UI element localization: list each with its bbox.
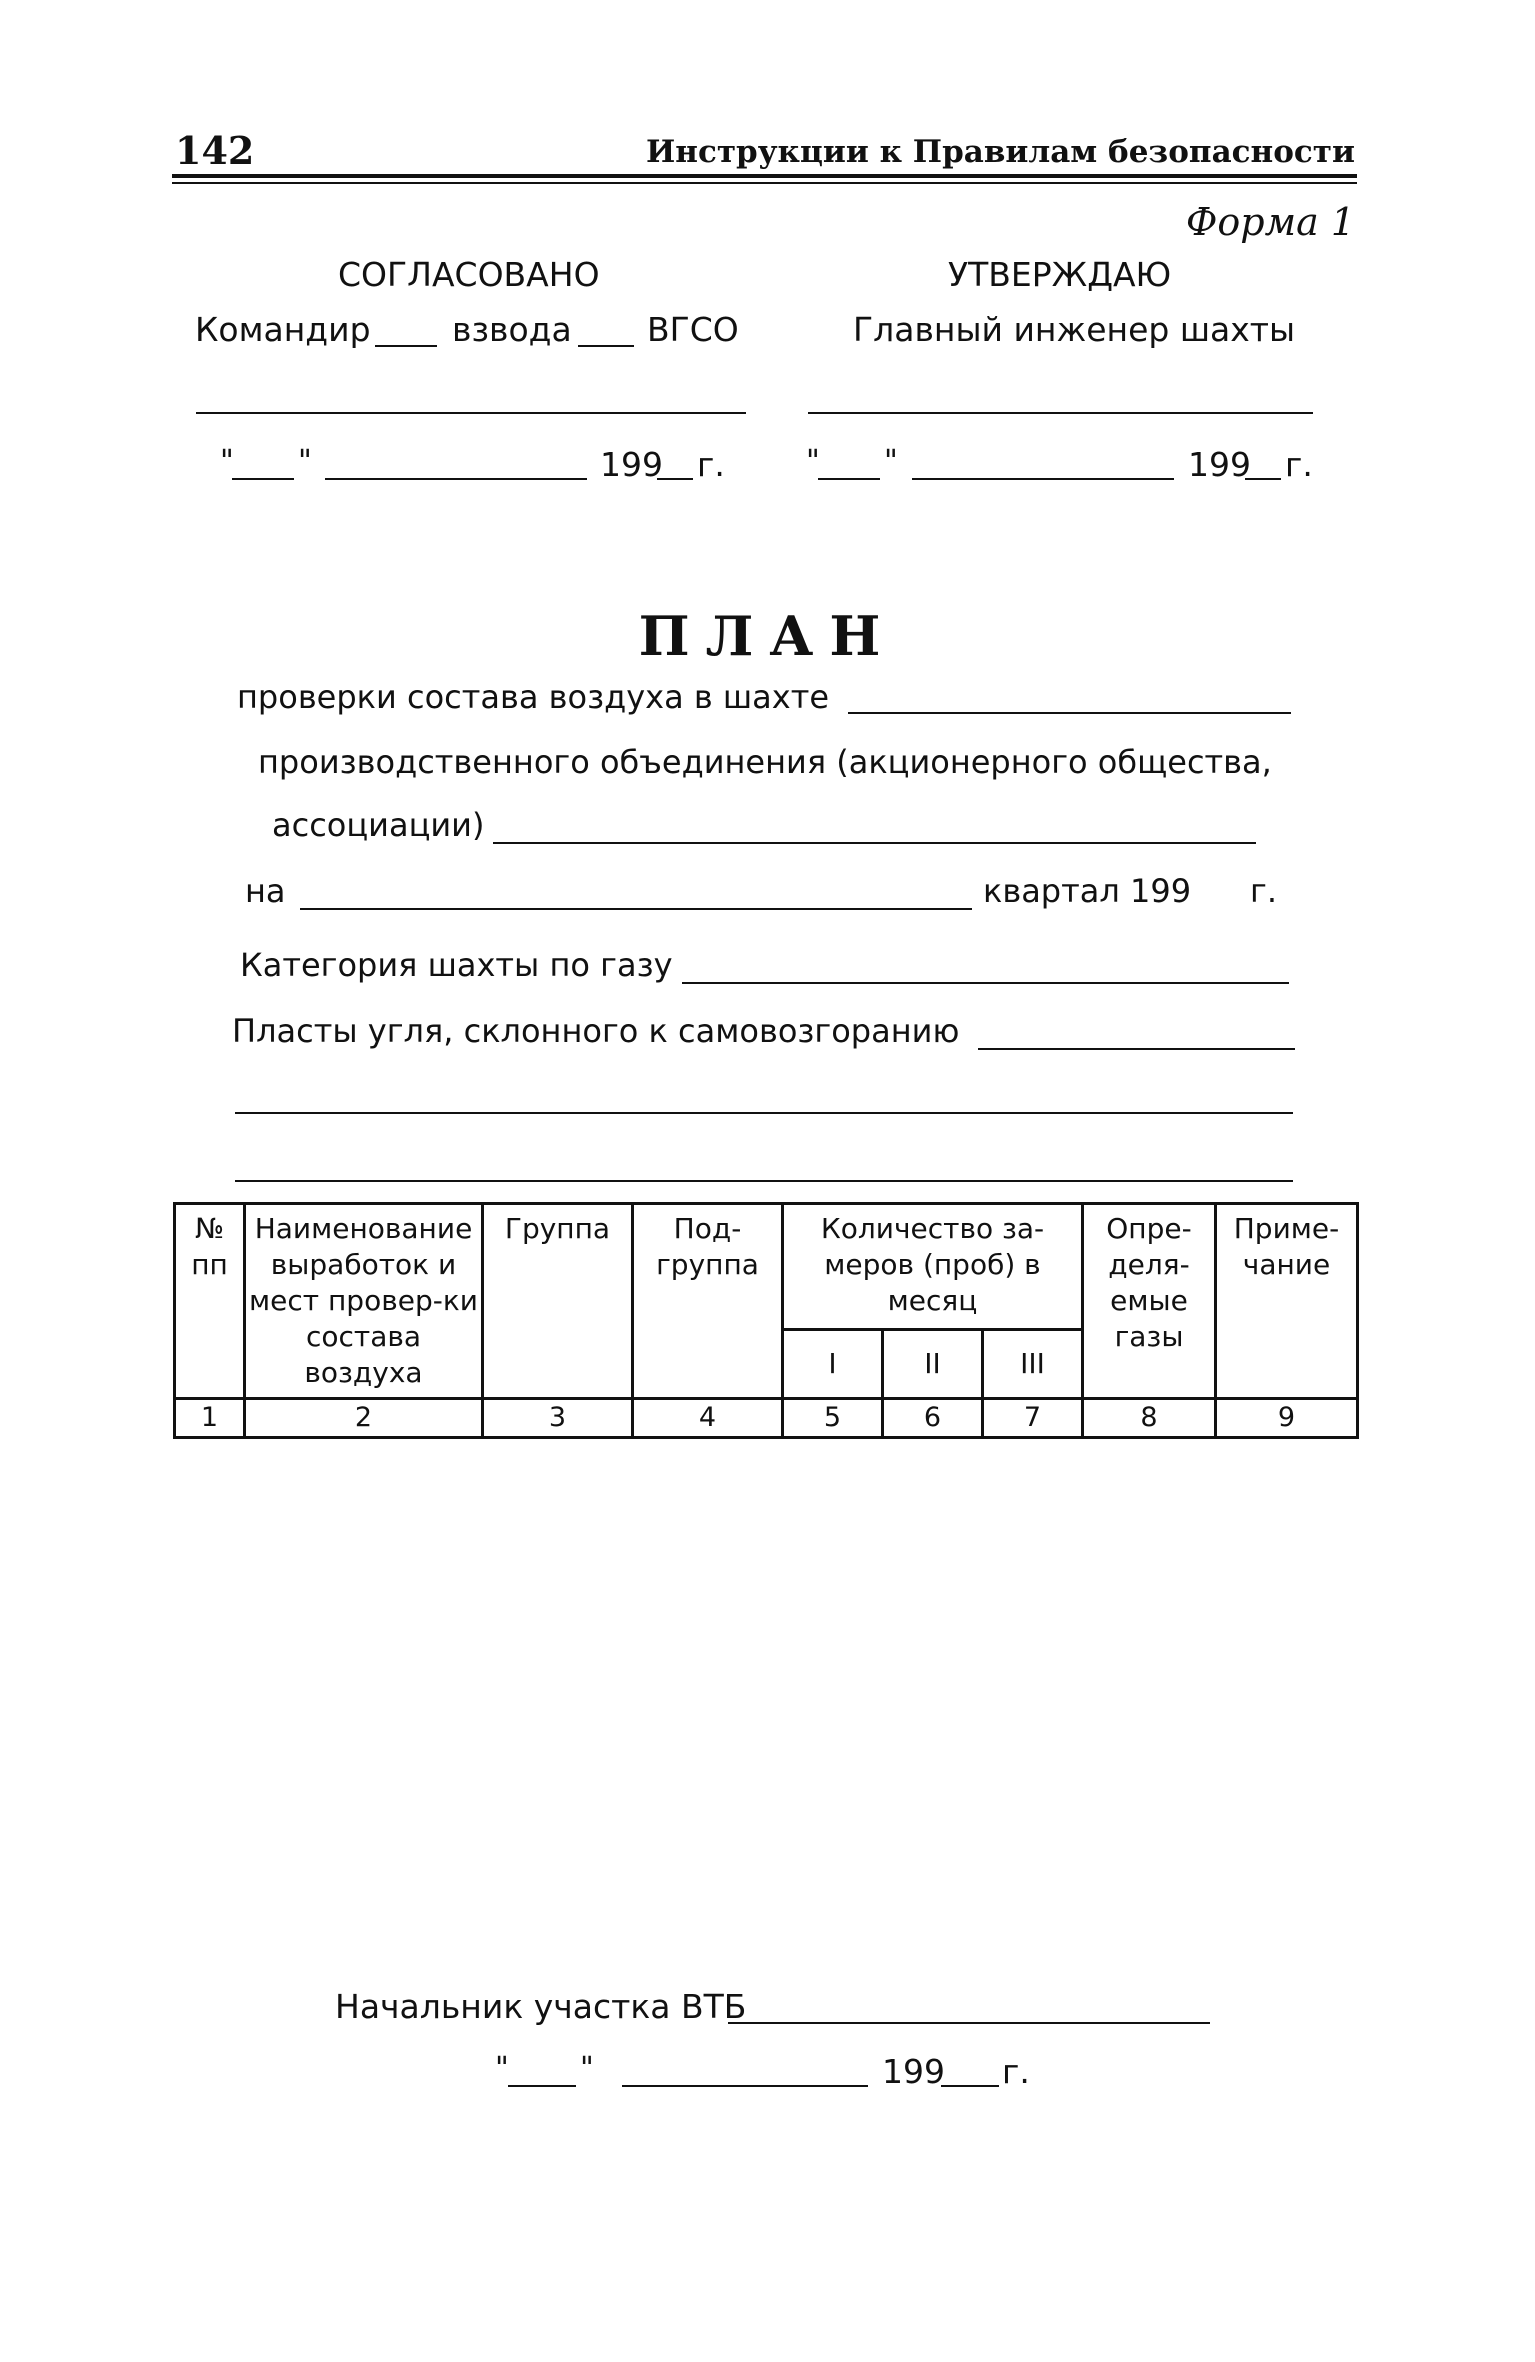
approval-right-month-blank (912, 478, 1174, 480)
approval-right-role: Главный инженер шахты (853, 310, 1296, 349)
signature-month-blank (622, 2085, 868, 2087)
coal-seams-blank-2 (235, 1112, 1293, 1114)
form-label: Форма 1 (1185, 200, 1355, 244)
approval-left-year-blank (657, 478, 693, 480)
gas-category-blank (682, 982, 1289, 984)
plan-line-quarter: квартал 199 (983, 872, 1192, 910)
header-rule-thin (172, 182, 1357, 184)
air-check-table (173, 1202, 1359, 1439)
plan-line-association: производственного объединения (акционерного общества, (258, 743, 1272, 781)
approval-left-month-blank (325, 478, 587, 480)
header-name: Наименование выработок и мест провер-ки состава воздуха (245, 1204, 483, 1399)
approval-right-quote-close: " (884, 444, 898, 479)
header-rule (172, 174, 1357, 178)
approval-left-year-suffix: г. (697, 445, 725, 484)
vgso-blank (578, 345, 634, 347)
column-number: 8 (1083, 1399, 1216, 1438)
column-number: 5 (783, 1399, 883, 1438)
plan-line-mine: проверки состава воздуха в шахте (237, 678, 830, 716)
plan-line-quarter-year-suffix: г. (1250, 872, 1277, 910)
header-group: Группа (483, 1204, 633, 1399)
signature-day-blank (508, 2085, 576, 2087)
approval-right-day-blank (818, 478, 880, 480)
column-number: 6 (883, 1399, 983, 1438)
coal-seams-blank (978, 1048, 1295, 1050)
column-number: 7 (983, 1399, 1083, 1438)
column-number: 1 (175, 1399, 245, 1438)
plan-line-association-cont: ассоциации) (272, 806, 485, 844)
plan-title: ПЛАН (638, 604, 897, 668)
signature-quote-close: " (580, 2051, 594, 2086)
approval-left-day-blank (232, 478, 294, 480)
mine-name-blank (848, 712, 1291, 714)
running-title: Инструкции к Правилам безопасности (645, 134, 1355, 170)
signature-role: Начальник участка ВТБ (335, 1987, 747, 2026)
approval-right-year-blank (1245, 478, 1281, 480)
header-count-ii: II (883, 1329, 983, 1398)
signature-line (728, 2022, 1210, 2024)
approval-left-role-1: Командир (195, 310, 371, 349)
approval-left-heading: СОГЛАСОВАНО (338, 255, 600, 294)
platoon-blank (375, 345, 437, 347)
column-number: 2 (245, 1399, 483, 1438)
header-note: Приме-чание (1216, 1204, 1358, 1399)
signature-quote-open: " (495, 2051, 509, 2086)
quarter-blank (300, 908, 972, 910)
header-count-i: I (783, 1329, 883, 1398)
plan-line-gas-category: Категория шахты по газу (240, 946, 673, 984)
header-gases: Опре-деля-емые газы (1083, 1204, 1216, 1399)
association-name-blank (493, 842, 1256, 844)
header-number: № пп (175, 1204, 245, 1399)
approval-left-year: 199 (600, 445, 663, 484)
approval-right-heading: УТВЕРЖДАЮ (948, 255, 1172, 294)
column-number: 9 (1216, 1399, 1358, 1438)
approval-right-signature-line (808, 412, 1313, 414)
column-number: 3 (483, 1399, 633, 1438)
plan-line-coal-seams: Пласты угля, склонного к самовозгоранию (232, 1012, 960, 1050)
approval-right-year-suffix: г. (1285, 445, 1313, 484)
approval-left-role-3: ВГСО (647, 310, 739, 349)
signature-year-suffix: г. (1002, 2052, 1030, 2091)
approval-left-role-2: взвода (452, 310, 572, 349)
header-count-iii: III (983, 1329, 1083, 1398)
coal-seams-blank-3 (235, 1180, 1293, 1182)
approval-left-signature-line (196, 412, 746, 414)
approval-right-quote-open: " (806, 444, 820, 479)
column-number: 4 (633, 1399, 783, 1438)
approval-right-year: 199 (1188, 445, 1251, 484)
page-number: 142 (175, 128, 255, 173)
approval-left-quote-close: " (298, 444, 312, 479)
signature-year-blank (941, 2085, 999, 2087)
header-count: Количество за-меров (проб) в месяц (783, 1204, 1083, 1330)
plan-line-quarter-prefix: на (245, 872, 286, 910)
approval-left-quote-open: " (220, 444, 234, 479)
signature-year: 199 (882, 2052, 945, 2091)
header-subgroup: Под-группа (633, 1204, 783, 1399)
